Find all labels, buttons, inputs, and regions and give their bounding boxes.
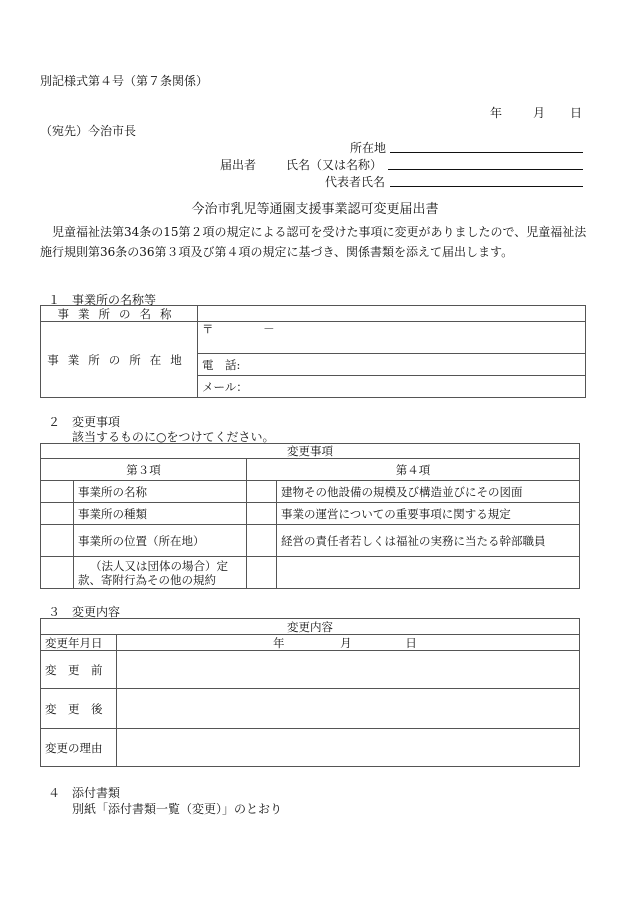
date-month: 月 [533,106,546,120]
name-label: 氏名（又は名称） [286,158,383,172]
item3-mark-cell[interactable] [41,557,74,589]
postal-mark: 〒 [202,322,214,336]
section2-instruction: 該当するものに○をつけてください。 [72,430,275,444]
form-id: 別記様式第４号（第７条関係） [40,74,209,88]
item4-mark-cell[interactable] [247,525,277,557]
date-year: 年 [490,106,503,120]
facility-info-table [40,305,586,398]
item3-label: 事業所の位置（所在地） [74,525,247,557]
item3-label: 事業所の種類 [74,503,247,525]
item3-label: 事業所の名称 [74,481,247,503]
intro-paragraph: 児童福祉法第34条の15第２項の規定による認可を受けた事項に変更がありましたので、児童福祉法施行規則第36条の36第３項及び第４項の規定に基づき、関係書類を添えて届出します。 [40,225,587,259]
item4-mark-cell[interactable] [247,481,277,503]
item3-mark-cell[interactable] [41,525,74,557]
page-title: 今治市乳児等通園支援事業認可変更届出書 [191,202,439,217]
facility-address-label: 事業所の所在地 [41,322,198,398]
reason-label: 変更の理由 [41,729,117,767]
facility-name-label: 事業所の名称 [41,306,198,322]
item4-label: 事業の運営についての重要事項に関する規定 [277,503,580,525]
section2-heading: ２ 変更事項 [48,415,121,429]
after-label: 変 更 後 [41,689,117,729]
change-date-label: 変更年月日 [41,635,117,651]
change-content-title: 変更内容 [41,619,580,635]
change-date-day: 日 [405,635,417,650]
change-content-table [40,618,580,767]
change-items-table [40,443,580,589]
applicant-role-label: 届出者 [220,158,257,172]
item4-label: 経営の責任者若しくは福祉の実務に当たる幹部職員 [277,525,580,557]
item4-label: 建物その他設備の規模及び構造並びにその図面 [277,481,580,503]
reason-cell[interactable] [117,729,580,767]
mail-cell[interactable]: メール： [198,376,586,398]
item3-header: 第３項 [41,459,247,481]
attachments-text: 別紙「添付書類一覧（変更）」のとおり [72,802,283,816]
name-field-line[interactable] [388,155,583,170]
address-field-line[interactable] [390,138,583,153]
date-day: 日 [570,106,583,120]
item4-mark-cell[interactable] [247,503,277,525]
item3-mark-cell[interactable] [41,481,74,503]
item4-header: 第４項 [247,459,580,481]
item3-mark-cell[interactable] [41,503,74,525]
section4-heading: ４ 添付書類 [48,786,121,800]
address-label: 所在地 [350,141,387,155]
after-cell[interactable] [117,689,580,729]
change-date-year: 年 [273,635,285,650]
section3-heading: ３ 変更内容 [48,605,121,619]
before-cell[interactable] [117,651,580,689]
item4-mark-cell[interactable] [247,557,277,589]
representative-field-line[interactable] [390,172,583,187]
item3-label: （法人又は団体の場合）定款、寄附行為その他の規約 [74,557,247,589]
facility-name-cell[interactable] [198,306,586,322]
postal-cell[interactable] [198,322,586,354]
phone-cell[interactable]: 電 話: [198,354,586,376]
change-date-cell[interactable] [117,635,580,651]
representative-label: 代表者氏名 [325,175,386,189]
before-label: 変 更 前 [41,651,117,689]
postal-dash: － [263,322,275,336]
addressee: （宛先）今治市長 [40,124,137,138]
section1-heading: １ 事業所の名称等 [48,293,157,307]
item4-label [277,557,580,589]
change-items-title: 変更事項 [41,444,580,459]
change-date-month: 月 [340,635,352,650]
